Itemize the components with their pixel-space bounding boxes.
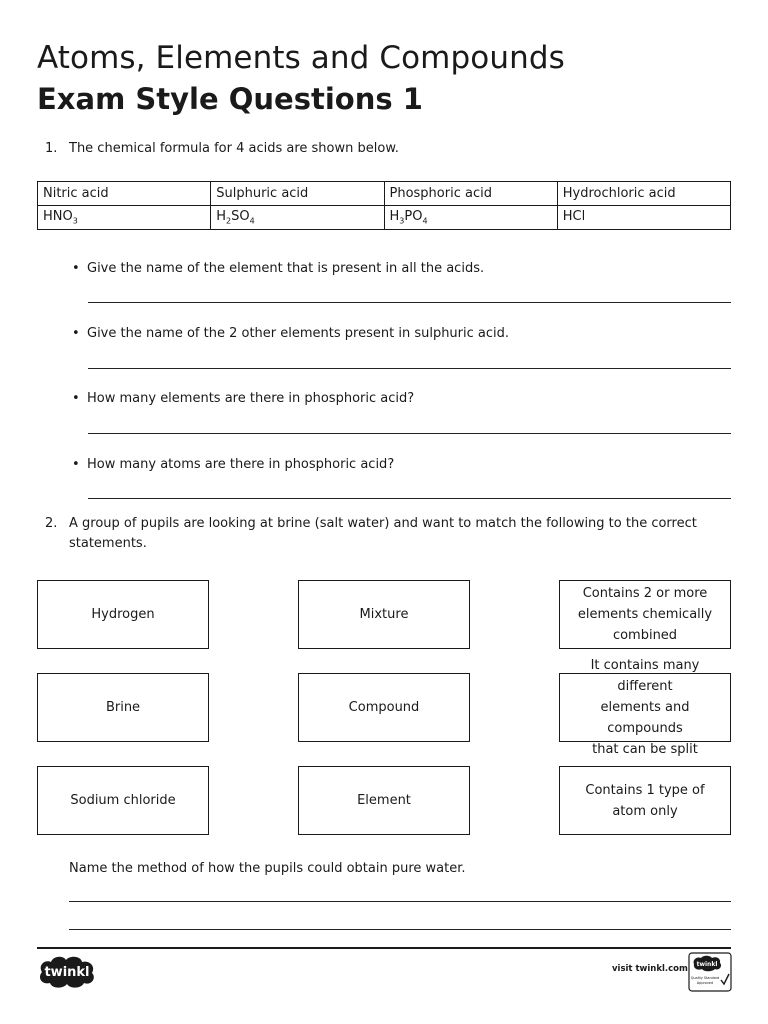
table-row-formulas [38,206,731,230]
match-box-sodium-chloride[interactable]: Sodium chloride [37,766,209,835]
match-box-compound-definition[interactable] [559,580,731,649]
formula-cell: HCl [557,206,730,230]
page-subtitle: Exam Style Questions 1 [37,82,423,116]
answer-line[interactable] [88,302,731,303]
svg-text:twinkl: twinkl [44,965,90,980]
followup-text: Name the method of how the pupils could obtain pure water. [69,861,466,876]
quality-standard-badge [688,952,732,996]
match-box-mixture-definition[interactable] [559,658,731,757]
formula-cell: $H_2SO_4$ [211,206,384,230]
question-text: A group of pupils are looking at brine (salt water) and want to match the following to the correct [69,516,697,531]
question-text-continued: statements. [69,536,147,551]
bullet-icon: • [72,391,80,406]
followup-question [69,859,669,879]
match-box-hydrogen[interactable]: Hydrogen [37,580,209,649]
acids-table [37,181,731,230]
statement-line: elements chemically [577,607,713,622]
formula-cell: $HNO_3$ [38,206,211,230]
page-title: Atoms, Elements and Compounds [37,40,565,76]
match-box-compound[interactable]: Compound [298,673,470,742]
statement-line: elements and compounds [600,700,690,736]
table-cell: Hydrochloric acid [557,182,730,206]
match-box-element-definition[interactable] [559,766,731,835]
bullet-text: Give the name of the element that is present in all the acids. [87,261,485,276]
svg-text:twinkl: twinkl [696,961,718,968]
table-row-names [38,182,731,206]
bullet-icon: • [72,261,80,276]
question-1 [45,139,645,159]
question-number: 1. [45,141,58,156]
answer-line[interactable] [88,498,731,499]
answer-line[interactable] [88,433,731,434]
answer-line[interactable] [69,929,731,930]
table-cell: Sulphuric acid [211,182,384,206]
bullet-icon: • [72,326,80,341]
statement-line: Contains 1 type of [585,782,705,798]
visit-link[interactable]: visit twinkl.com [612,964,688,974]
formula-cell: $H_3PO_4$ [384,206,557,230]
statement-line: that can be split [592,742,698,757]
footer-divider [37,947,731,949]
bullet-icon: • [72,457,80,472]
question-number: 2. [45,516,58,531]
statement-line: combined [612,628,678,643]
statement-line: It contains many different [590,658,700,694]
svg-text:Quality Standard: Quality Standard [690,976,720,980]
question-2 [45,514,735,556]
bullet-text: Give the name of the 2 other elements present in sulphuric acid. [87,326,510,341]
bullet-text: How many elements are there in phosphoric acid? [87,391,415,406]
match-box-brine[interactable]: Brine [37,673,209,742]
bullet-text: How many atoms are there in phosphoric acid? [87,457,395,472]
statement-line: Contains 2 or more [582,586,708,601]
statement-line: atom only [612,803,678,819]
table-cell: Nitric acid [38,182,211,206]
match-box-element[interactable]: Element [298,766,470,835]
twinkl-logo [36,954,98,994]
table-cell: Phosphoric acid [384,182,557,206]
match-box-mixture[interactable]: Mixture [298,580,470,649]
answer-line[interactable] [88,368,731,369]
svg-text:Approved: Approved [696,981,714,985]
question-text: The chemical formula for 4 acids are shown below. [69,141,399,156]
answer-line[interactable] [69,901,731,902]
